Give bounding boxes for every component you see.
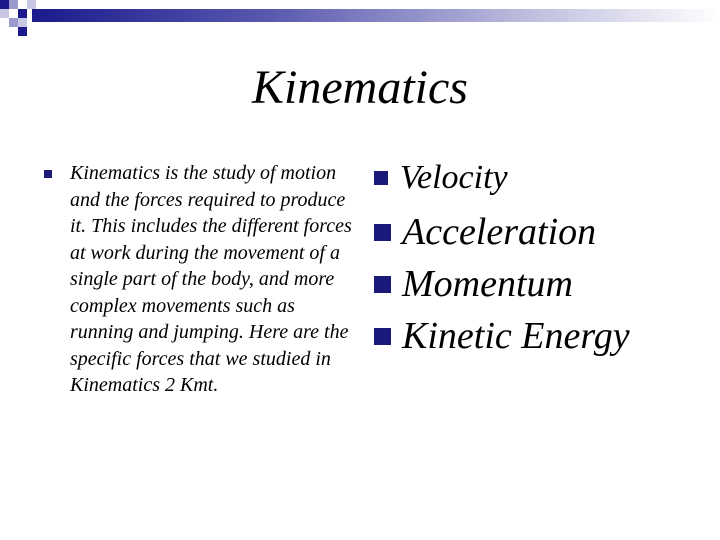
list-item bbox=[374, 312, 714, 364]
list-item bbox=[374, 156, 714, 208]
square-bullet-icon bbox=[44, 170, 52, 178]
decorative-square bbox=[0, 9, 9, 18]
decorative-square bbox=[9, 0, 18, 9]
topic-label: Velocity bbox=[400, 159, 508, 196]
topic-label: Acceleration bbox=[402, 211, 597, 253]
topic-label: Momentum bbox=[402, 263, 573, 305]
slide-title: Kinematics bbox=[252, 61, 468, 114]
header-decoration bbox=[0, 0, 720, 22]
decorative-square bbox=[18, 9, 27, 18]
gradient-bar bbox=[32, 9, 720, 22]
topic-list bbox=[374, 156, 714, 364]
decorative-square bbox=[18, 0, 27, 9]
square-bullet-icon bbox=[374, 224, 391, 241]
square-bullet-icon bbox=[374, 328, 391, 345]
body-text: Kinematics is the study of motion and the forces required to produce it. This includes the different forces at work during the movement of a single part of the body, and more complex movements such as running and jumping. Here are the specific forces that we studied in Kinematics 2 Kmt. bbox=[70, 162, 352, 396]
list-item bbox=[374, 260, 714, 312]
decorative-square bbox=[18, 18, 27, 27]
decorative-square bbox=[27, 0, 36, 9]
square-bullet-icon bbox=[374, 276, 391, 293]
decorative-square bbox=[9, 9, 18, 18]
topic-label: Kinetic Energy bbox=[402, 315, 630, 357]
square-bullet-icon bbox=[374, 171, 388, 185]
list-item bbox=[374, 208, 714, 260]
decorative-square bbox=[18, 27, 27, 36]
decorative-square bbox=[0, 0, 9, 9]
decorative-square bbox=[9, 18, 18, 27]
